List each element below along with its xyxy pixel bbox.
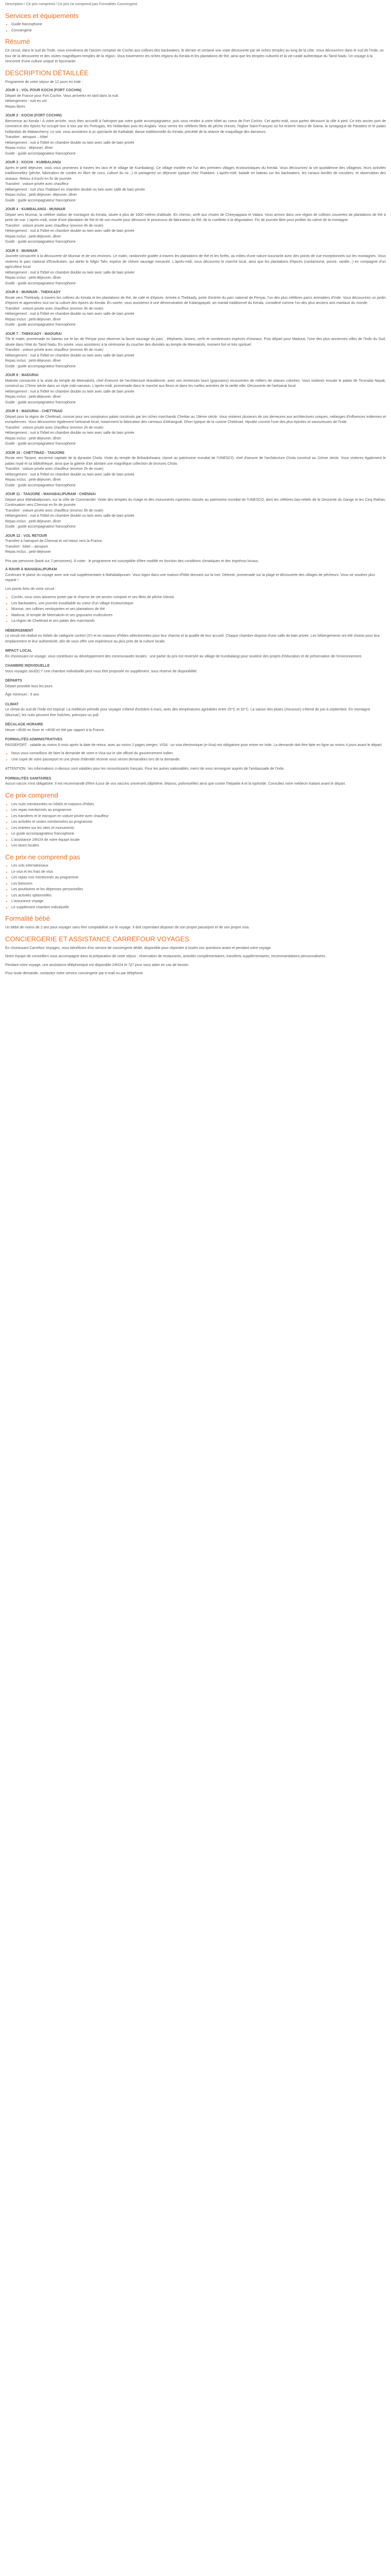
services-item: • Conciergerie bbox=[11, 28, 386, 34]
services-title: Services et équipements bbox=[5, 11, 79, 20]
day-meta: Guide : guide accompagnateur francophone bbox=[5, 151, 76, 156]
day-meta: Guide : guide accompagnateur francophone bbox=[5, 323, 76, 327]
day-meta: Repas inclus : petit-déjeuner, dîner bbox=[5, 395, 61, 399]
aventure-item: • Munnar, ses collines verdoyantes et ses plantations de thé bbox=[11, 607, 386, 613]
day-text: Transfert à l'aéroport de Chennai et vol retour vers la France. bbox=[5, 539, 103, 544]
itinerary-day bbox=[5, 113, 386, 157]
comprend-item: • Les repas mentionnés au programme bbox=[11, 808, 386, 814]
day-text: Bienvenue au Kerala ! À votre arrivée, vous êtes accueilli à l'aéroport par votre guide accompagnateur, puis vous rendez à votre hôtel au coeur de Fort Cochin. Cet après-midi, vous partez découvrir la ville à pied. Ce très ancien port de commerce des épices fut occupé tour à tour par les Portugais, les Hollandais puis les Anglais. Vous verrez les célèbres filets de pêche chinois, l'église Saint-François où fut enterré Vasco de Gama, la synagogue de Paradesi et le palais hollandais de Mattancherry. Le soir, vous assisterez à un spectacle de Kathakali, danse traditionnelle du Kerala, précédé de la séance de maquillage des danseurs. bbox=[5, 119, 386, 134]
day-meta: Hébergement : nuit chez l'habitant en chambre double ou twin avec salle de bain privée bbox=[5, 188, 145, 192]
day-title: JOUR 9 : MADURAI - CHETTINAD bbox=[5, 410, 63, 414]
day-meta: Guide : guide accompagnateur francophone bbox=[5, 281, 76, 285]
itinerary-day bbox=[5, 332, 386, 370]
hebergement-title: HÉBERGEMENT bbox=[5, 629, 34, 633]
day-meta: Guide : guide accompagnateur francophone bbox=[5, 483, 76, 487]
day-text: Départ de France pour Fort Cochin. Vous arriverez en tard dans la nuit. bbox=[5, 94, 119, 98]
day-text: Après le petit déjeuner, vous vous promenez à travers les lacs et le village de Kumbalangi. Ce village modèle est l'un des premiers villages écotouristiques du Kerala. Vous découvrirez la vie quotidienne des villageois, leurs activités traditionnelles (pêche, fabrication de cordes en fibre de coco, culture du riz...) et partagerez un déjeuner typique chez l'habitant. L'après-midi, balade en bateau sur les backwaters, les canaux bordés de cocotiers, et observation des oiseaux. Retour à Kochi en fin de journée. bbox=[5, 166, 386, 181]
day-meta: Hébergement : nuit à l'hôtel en chambre double ou twin avec salle de bain privée bbox=[5, 514, 135, 518]
itinerary-day bbox=[5, 409, 386, 447]
day-meta: Hébergement : nuit à l'hôtel en chambre double ou twin avec salle de bain privée bbox=[5, 270, 135, 275]
day-title: JOUR 11 : TANJORE - MAHABALIPURAM - CHENNAI bbox=[5, 493, 96, 497]
aventure-item: • La région de Chettinad et ses palais des marchands bbox=[11, 619, 386, 624]
day-title: JOUR 10 : CHETTINAD - TANJORE bbox=[5, 451, 64, 455]
sante-text: Aucun vaccin n'est obligatoire. Il est recommandé d'être à jour de vos vaccins universels (diphtérie, tétanos, poliomyélite) ainsi que contre l'hépatite A et la typhoïde. Consultez votre médecin traitant avant le départ. bbox=[5, 782, 346, 786]
day-meta: Guide : guide accompagnateur francophone bbox=[5, 400, 76, 404]
day-meta: Repas inclus : petit-déjeuner, dîner bbox=[5, 436, 61, 440]
itinerary-day bbox=[5, 373, 386, 405]
day-meta: Hébergement : nuit à l'hôtel en chambre double ou twin avec salle de bain privée bbox=[5, 141, 135, 145]
itinerary-day bbox=[5, 492, 386, 530]
formalites-item: • Une copie de votre passeport et une photo d'identité récente vous seront demandées lors de la demande. bbox=[11, 757, 386, 763]
comprend-list bbox=[5, 802, 386, 849]
day-meta: Transfert : voiture privée avec chauffeur (environ 5h de route) bbox=[5, 509, 104, 513]
itinerary-day bbox=[5, 249, 386, 287]
conciergerie-p3: Pendant votre voyage, une assistance téléphonique est disponible 24h/24 et 7j/7 pour vous aider en cas de besoin. bbox=[5, 963, 189, 967]
page bbox=[0, 0, 391, 977]
day-meta: Hébergement : nuit à l'hôtel en chambre double ou twin avec salle de bain privée bbox=[5, 472, 135, 477]
comprend-item: • Les nuits mentionnées en hôtels et maisons d'hôtes bbox=[11, 802, 386, 808]
day-meta: Hébergement : nuit à l'hôtel en chambre double ou twin avec salle de bain privée bbox=[5, 312, 135, 316]
departs-title: DÉPARTS bbox=[5, 679, 22, 683]
day-meta: Guide : guide accompagnateur francophone bbox=[5, 198, 76, 202]
breadcrumb[interactable]: Description / Ce prix comprend / Ce prix ne comprend pas Formalités Conciergerie bbox=[5, 3, 138, 6]
nepas-list bbox=[5, 863, 386, 910]
nepas-item: • Le visa et les frais de visa bbox=[11, 870, 386, 875]
day-meta: Repas inclus : petit-déjeuner bbox=[5, 550, 51, 554]
day-meta: Repas libres bbox=[5, 105, 25, 109]
nepas-item: • Les pourboires et les dépenses personnelles bbox=[11, 887, 386, 893]
day-meta: Transfert : voiture privée avec chauffeur bbox=[5, 182, 69, 187]
description-title: DESCRIPTION DÉTAILLÉE bbox=[5, 69, 89, 77]
aventure-list bbox=[5, 595, 386, 624]
day-title: JOUR 5 : MUNNAR bbox=[5, 249, 38, 253]
itinerary bbox=[5, 88, 386, 555]
day-text: Départ pour Mahabalipuram, sur la côte de Coromandel. Visite des temples du rivage et des monuments rupestres classés au patrimoine mondial de l'UNESCO, dont les célèbres bas-reliefs de la Descente du Gange et les Cinq Rathas. Continuation vers Chennai en fin de journée. bbox=[5, 498, 386, 507]
impact-section bbox=[5, 649, 386, 659]
day-meta: Repas inclus : petit-déjeuner, dîner bbox=[5, 478, 61, 482]
day-meta: Transfert : voiture privée avec chauffeur (environ 4h de route) bbox=[5, 348, 104, 352]
day-title: JOUR 4 : KUMBALANGI - MUNNAR bbox=[5, 208, 66, 212]
nepas-item: • L'assurance voyage bbox=[11, 899, 386, 905]
aventure-item: • Les backwaters, une journée inoubliable au coeur d'un village écotouristique bbox=[11, 601, 386, 607]
program-intro: Programme de votre séjour de 12 jours en Inde : bbox=[5, 80, 83, 84]
itinerary-day bbox=[5, 534, 386, 555]
climat-title: CLIMAT bbox=[5, 702, 19, 706]
itinerary-day bbox=[5, 451, 386, 489]
sante-section bbox=[5, 776, 386, 787]
day-meta: Transfert : hôtel – aéroport bbox=[5, 545, 48, 549]
day-meta: Repas inclus : petit-déjeuner, déjeuner, dîner bbox=[5, 193, 77, 197]
day-meta: Transfert : aéroport – hôtel bbox=[5, 135, 48, 140]
itinerary-day bbox=[5, 160, 386, 204]
formalites-item: • Nous vous conseillons de faire la demande de votre e-Visa sur le site officiel du gouvernement indien. bbox=[11, 751, 386, 757]
chambre-text: Vous voyagez seul(e) ? Une chambre individuelle peut vous être proposée en supplément, sous réserve de disponibilité. bbox=[5, 669, 198, 673]
departs-item: Départ possible tous les jours bbox=[5, 684, 53, 688]
day-text: Matinée consacrée à la visite du temple de Meenakshi, chef d'oeuvre de l'architecture dravidienne, avec ses immenses tours (gopurams) recouvertes de milliers de statues colorées. Vous visiterez ensuite le palais de Tirumalai Nayak, construit au 17ème siècle dans un style indo-sarrasin. L'après-midi, promenade dans le marché aux fleurs et dans les ruelles animées de la vieille ville. Découverte de l'artisanat local. bbox=[5, 379, 386, 388]
conciergerie-p2: Notre équipe de conseillers vous accompagne dans la préparation de votre séjour : réservation de restaurants, activités complémentaires, transferts supplémentaires, recommandations personnalisées. bbox=[5, 955, 327, 959]
aventure-item: • Cochin, vous vous laisserez porter par le charme de cet ancien comptoir et ses filets de pêche chinois bbox=[11, 595, 386, 601]
day-meta: Repas inclus : petit-déjeuner, dîner bbox=[5, 519, 61, 523]
day-text: Route vers Tanjore, ancienne capitale de la dynastie Chola. Visite du temple de Brihadishwara, classé au patrimoine mondial de l'UNESCO, chef d'oeuvre de l'architecture Chola construit au 11ème siècle. Vous visiterez également le palais royal et sa bibliothèque, ainsi que la galerie d'art abritant une magnifique collection de bronzes Chola. bbox=[5, 456, 386, 466]
day-title: JOUR 8 : MADURAI bbox=[5, 374, 39, 378]
decalage-text: Heure +3h30 en hiver et +4h30 en été par rapport à la France. bbox=[5, 728, 105, 732]
aventure-title: À RAVIR À MAHABALIPURAM bbox=[5, 568, 57, 572]
aventure-section bbox=[5, 567, 386, 624]
aventure-extra: Les points forts de votre circuit : bbox=[5, 587, 56, 591]
day-meta: Guide : guide accompagnateur francophone bbox=[5, 240, 76, 244]
hebergement-section bbox=[5, 629, 386, 645]
formalites-section bbox=[5, 737, 386, 772]
day-meta: Guide : guide accompagnateur francophone bbox=[5, 442, 76, 446]
comprend-item: • Les taxes locales bbox=[11, 843, 386, 849]
day-title: JOUR 1 : VOL POUR KOCHI (FORT COCHIN) bbox=[5, 89, 82, 93]
nepas-item: • Les boissons bbox=[11, 882, 386, 887]
day-meta: Hébergement : nuit à l'hôtel en chambre double ou twin avec salle de bain privée bbox=[5, 389, 135, 394]
comprend-item: • Les entrées sur les sites et monuments bbox=[11, 826, 386, 832]
formalites-text: PASSEPORT : valable au moins 6 mois après la date de retour, avec au moins 2 pages vierges. VISA : un visa électronique (e-Visa) est obligatoire pour entrer en Inde. La demande doit être faite en ligne au moins 4 jours avant le départ. bbox=[5, 743, 383, 747]
day-meta: Guide : guide accompagnateur francophone bbox=[5, 525, 76, 529]
formalites-warning: ATTENTION : les informations ci-dessus sont valables pour les ressortissants français. Pour les autres nationalités, merci de vous renseigner auprès de l'ambassade de l'Inde. bbox=[5, 767, 285, 771]
formalites-list bbox=[5, 751, 386, 762]
resume-title: Résumé bbox=[5, 38, 30, 46]
day-title: JOUR 12 : VOL RETOUR bbox=[5, 534, 47, 538]
departs-section bbox=[5, 679, 386, 698]
chambre-section bbox=[5, 664, 386, 674]
departs-item: Âge minimum : 5 ans bbox=[5, 693, 39, 697]
comprend-item: • Les transferts et le transport en voiture privée avec chauffeur bbox=[11, 814, 386, 820]
day-title: JOUR 2 : KOCHI (FORT COCHIN) bbox=[5, 114, 62, 118]
day-title: JOUR 7 : THEKKADY - MADURAI bbox=[5, 332, 62, 336]
description-note: Prix par personne (basé sur 2 personnes). À noter : le programme est susceptible d'être modifié en fonction des conditions climatiques et des imprévus locaux. bbox=[5, 559, 259, 563]
conciergerie-title: CONCIERGERIE ET ASSISTANCE CARREFOUR VOYAGES bbox=[5, 935, 189, 943]
comprend-item: • Les activités et visites mentionnées au programme bbox=[11, 820, 386, 825]
day-meta: Hébergement : nuit à l'hôtel en chambre double ou twin avec salle de bain privée bbox=[5, 431, 135, 435]
comprend-title: Ce prix comprend bbox=[5, 791, 58, 799]
day-meta: Hébergement : nuit à l'hôtel en chambre double ou twin avec salle de bain privée bbox=[5, 229, 135, 233]
aventure-item: • Madurai, le temple de Meenakshi et ses gopurams multicolores bbox=[11, 613, 386, 619]
conciergerie-p1: En choisissant Carrefour Voyages, vous bénéficiez d'un service de conciergerie dédié, disponible pour répondre à toutes vos questions avant et pendant votre voyage. bbox=[5, 946, 272, 950]
itinerary-day bbox=[5, 88, 386, 110]
day-text: Départ pour la région de Chettinad, connue pour ses somptueux palais construits par les riches marchands Chettiar au 19ème siècle. Vous visiterez plusieurs de ces demeures aux architectures uniques, mélanges d'influences indiennes et européennes. Vous découvrirez également l'artisanat local, notamment la fabrication des carreaux d'Athangudi. Dîner typique de la cuisine Chettinad, réputée comme l'une des plus épicées et savoureuses de l'Inde. bbox=[5, 415, 386, 425]
impact-text: En choisissant ce voyage, vous contribuez au développement des communautés locales : une partie du prix est reversée au village de Kumbalangi pour soutenir des projets d'éducation et de préservation de l'environnement. bbox=[5, 654, 363, 658]
services-item: • Guide francophone bbox=[11, 22, 386, 28]
day-meta: Repas inclus : petit-déjeuner, dîner bbox=[5, 234, 61, 239]
nepas-title: Ce prix ne comprend pas bbox=[5, 853, 80, 861]
services-list bbox=[5, 22, 386, 33]
nepas-item: • Le supplément chambre individuelle bbox=[11, 905, 386, 911]
itinerary-day bbox=[5, 290, 386, 328]
aventure-text: Continuez le plaisir du voyage avec une nuit supplémentaire à Mahabalipuram. Vous logez dans une maison d'hôte donnant sur la mer. Détente, promenade sur la plage et découverte des villages de pêcheurs. Vous ne voudrez plus repartir ! bbox=[5, 573, 375, 583]
impact-title: IMPACT LOCAL bbox=[5, 649, 32, 653]
day-meta: Hébergement : nuit en vol bbox=[5, 99, 47, 104]
formalite-title: Formalité bébé bbox=[5, 914, 50, 923]
day-text: Route vers Thekkady, à travers les collines du Kerala et les plantations de thé, de café et d'épices. Arrivée à Thekkady, porte d'entrée du parc national de Periyar, l'un des plus célèbres parcs animaliers d'Inde. Vous découvrirez un jardin d'épices et apprendrez tout sur la culture des épices du Kerala. En soirée, vous assisterez à une démonstration de Kalarippayatt, art martial traditionnel du Kerala, considéré comme l'un des plus anciens arts martiaux du monde. bbox=[5, 296, 386, 306]
day-meta: Repas inclus : petit-déjeuner, dîner bbox=[5, 276, 61, 280]
hebergement-text: Le circuit est réalisé en hôtels de catégorie confort (3*) et en maisons d'hôtes sélectionnées pour leur charme et la qualité de leur accueil. Chaque chambre dispose d'une salle de bain privée. Les hébergements ont été choisis pour leur emplacement et leur authenticité, afin de vous offrir une expérience au plus près de la culture locale. bbox=[5, 634, 380, 643]
formalites-title: FORMALITÉS ADMINISTRATIVES bbox=[5, 738, 62, 742]
comprend-item: • Le guide accompagnateur francophone bbox=[11, 832, 386, 837]
chambre-title: CHAMBRE INDIVIDUELLE bbox=[5, 664, 50, 668]
day-meta: Guide : guide accompagnateur francophone bbox=[5, 364, 76, 368]
day-title: JOUR 6 : MUNNAR - THEKKADY bbox=[5, 291, 61, 295]
day-meta: Transfert : voiture privée avec chauffeur (environ 3h de route) bbox=[5, 307, 104, 311]
day-text: Tôt le matin, promenade en bateau sur le lac de Periyar pour observer la faune sauvage du parc : éléphants, bisons, cerfs et nombreuses espèces d'oiseaux. Puis départ pour Madurai, l'une des plus anciennes villes de l'Inde du Sud, située dans l'état du Tamil Nadu. En soirée, vous assisterez à la cérémonie du coucher des divinités au temple de Meenakshi, moment fort et très spirituel. bbox=[5, 337, 386, 347]
day-meta: Repas inclus : déjeuner, dîner bbox=[5, 146, 53, 150]
formalite-text: Un bébé de moins de 2 ans peut voyager sans être comptabilisé sur le voyage. Il doit cependant disposer de son propre passeport et de son propre visa. bbox=[5, 926, 250, 930]
day-title: JOUR 3 : KOCHI - KUMBALANGI bbox=[5, 161, 61, 165]
day-meta: Transfert : voiture privée avec chauffeur (environ 4h de route) bbox=[5, 224, 104, 228]
decalage-title: DÉCALAGE HORAIRE bbox=[5, 723, 43, 727]
day-meta: Hébergement : nuit à l'hôtel en chambre double ou twin avec salle de bain privée bbox=[5, 353, 135, 358]
conciergerie-p4: Pour toute demande, contactez notre service conciergerie par e-mail ou par téléphone. bbox=[5, 972, 144, 976]
nepas-item: • Les vols internationaux bbox=[11, 863, 386, 869]
itinerary-day bbox=[5, 207, 386, 245]
comprend-item: • L'assistance 24h/24 de notre équipe locale bbox=[11, 838, 386, 843]
climat-text: Le climat du sud de l'Inde est tropical. La meilleure période pour voyager s'étend d'octobre à mars, avec des températures agréables entre 25°C et 32°C. La saison des pluies (mousson) s'étend de juin à septembre. En montagne (Munnar), les nuits peuvent être fraîches, prévoyez un pull. bbox=[5, 708, 370, 717]
day-meta: Repas inclus : petit-déjeuner, dîner bbox=[5, 359, 61, 363]
climat-section bbox=[5, 702, 386, 719]
day-meta: Transfert : voiture privée avec chauffeur (environ 2h de route) bbox=[5, 426, 104, 430]
nepas-item: • Les repas non mentionnés au programme bbox=[11, 875, 386, 881]
sante-title: FORMALITÉS SANITAIRES bbox=[5, 776, 52, 781]
day-text: Départ vers Munnar, la célèbre station de montagne du Kerala, située à plus de 1600 mètres d'altitude. En chemin, arrêt aux chutes de Cheeyappara et Valara. Vous arrivez dans une région de collines couvertes de plantations de thé à perte de vue. L'après-midi, visite d'une plantation de thé et de son musée pour découvrir le processus de fabrication du thé, de la cueillette à la dégustation. Fin de journée libre pour profiter du calme de la montagne. bbox=[5, 213, 386, 223]
day-meta: Repas inclus : petit-déjeuner, dîner bbox=[5, 317, 61, 321]
resume-text: Ce circuit, dans le sud de l'Inde, vous emmènera de l'ancien comptoir de Cochin aux collines des backwaters, le dernier et certaine une vraie découverte par de riches temples au long de la côte. Vous découvrirez dans le sud de l'Inde, un tour de la découverte et des visites magnifiques temples de la région. Vous traverserez les riches régions du Kerala et les plantations de thé, ainsi que les temples culturels et la vie rurale authentique du Tamil Nadu. Un voyage à la rencontre d'une culture unique et fascinante. bbox=[5, 49, 384, 64]
nepas-item: • Les activités optionnelles bbox=[11, 893, 386, 899]
day-meta: Transfert : voiture privée avec chauffeur (environ 2h de route) bbox=[5, 467, 104, 471]
day-text: Journée consacrée à la découverte de Munnar et de ses environs. Le matin, randonnée guidée à travers les plantations de thé et les forêts, au milieu d'une nature luxuriante avec des points de vue exceptionnels sur les montagnes. Vous visiterez le parc national d'Eravikulam, qui abrite le Nilgiri Tahr, espèce de chèvre sauvage menacée. L'après-midi, vous découvrez le marché local, ainsi que les plantations d'épices (cardamome, poivre, vanille...) en compagnie d'un agriculteur local. bbox=[5, 255, 386, 269]
decalage-section bbox=[5, 722, 386, 733]
